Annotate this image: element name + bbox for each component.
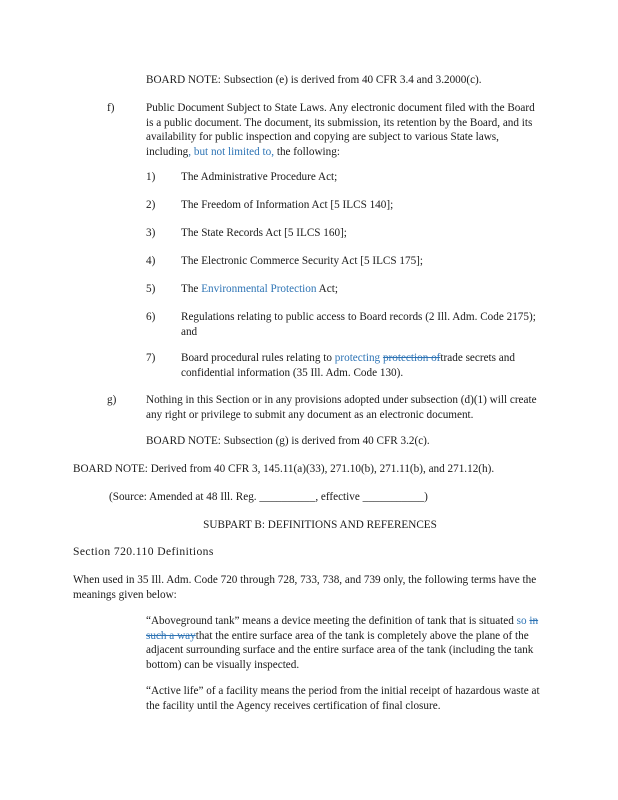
inserted-text: so	[516, 615, 527, 627]
list-number: 6)	[146, 311, 156, 323]
list-text	[181, 351, 543, 380]
list-text: Regulations relating to public access to Board records (2 Ill. Adm. Code 2175); and	[181, 311, 536, 338]
list-number: 3)	[146, 227, 156, 239]
intro-paragraph: When used in 35 Ill. Adm. Code 720 through 728, 733, 738, and 739 only, the following terms have the meanings given below:	[73, 574, 537, 601]
list-number: 2)	[146, 199, 156, 211]
definition-active-life: “Active life” of a facility means the period from the initial receipt of hazardous waste at the facility until the Agency receives certification of final closure.	[146, 685, 540, 712]
list-text: The State Records Act [5 ILCS 160];	[181, 227, 347, 239]
item-f-text	[146, 101, 544, 159]
item-f-text-a: Public Document Subject to State Laws. Any electronic document filed with the Board is a public document. The document, its submission, its retention by the Board, and its availability for public inspection and copying are subject to various State laws, including	[146, 102, 535, 158]
list-number: 1)	[146, 171, 156, 183]
list-number: 4)	[146, 255, 156, 267]
subpart-heading: SUBPART B: DEFINITIONS AND REFERENCES	[203, 519, 437, 531]
inserted-text: protecting	[334, 352, 383, 364]
item-g-text: Nothing in this Section or in any provisions adopted under subsection (d)(1) will create any right or privilege to submit any document as an electronic document.	[146, 394, 537, 421]
list-text: The Freedom of Information Act [5 ILCS 140];	[181, 199, 394, 211]
board-note-main: BOARD NOTE: Derived from 40 CFR 3, 145.11(a)(33), 271.10(b), 271.11(b), and 271.12(h).	[73, 463, 495, 475]
list-text-post: Act;	[316, 283, 338, 295]
item-f-text-b: the following:	[274, 145, 340, 158]
item-f-label: f)	[107, 102, 115, 114]
section-heading: Section 720.110 Definitions	[73, 545, 214, 558]
list-number: 7)	[146, 352, 156, 364]
board-note-e: BOARD NOTE: Subsection (e) is derived from 40 CFR 3.4 and 3.2000(c).	[146, 74, 482, 86]
list-text	[181, 282, 541, 297]
list-number: 5)	[146, 283, 156, 295]
definition-text-a: “Aboveground tank” means a device meeting the definition of tank that is situated	[146, 615, 517, 627]
inserted-text: Environmental Protection	[201, 283, 317, 295]
deleted-text: protection of	[382, 352, 441, 364]
source-note: (Source: Amended at 48 Ill. Reg. __________, effective ___________)	[109, 491, 428, 503]
definition-text-b: that the entire surface area of the tank is completely above the plane of the adjacent surrounding surface and the entire surface area of the tank (including the tank bottom) can be visually inspected.	[146, 629, 534, 671]
list-text-pre: The	[181, 283, 202, 295]
definition-aboveground-tank	[146, 614, 542, 672]
item-g-label: g)	[107, 394, 117, 406]
list-text-pre: Board procedural rules relating to	[181, 352, 335, 364]
item-f-inserted-text: , but not limited to,	[188, 145, 275, 158]
list-text: The Administrative Procedure Act;	[181, 171, 338, 183]
list-text: The Electronic Commerce Security Act [5 ILCS 175];	[181, 255, 424, 267]
board-note-g: BOARD NOTE: Subsection (g) is derived from 40 CFR 3.2(c).	[146, 435, 430, 447]
deleted-text: in such a way	[146, 615, 539, 642]
list-text-post: trade secrets and confidential information (35 Ill. Adm. Code 130).	[181, 352, 515, 379]
